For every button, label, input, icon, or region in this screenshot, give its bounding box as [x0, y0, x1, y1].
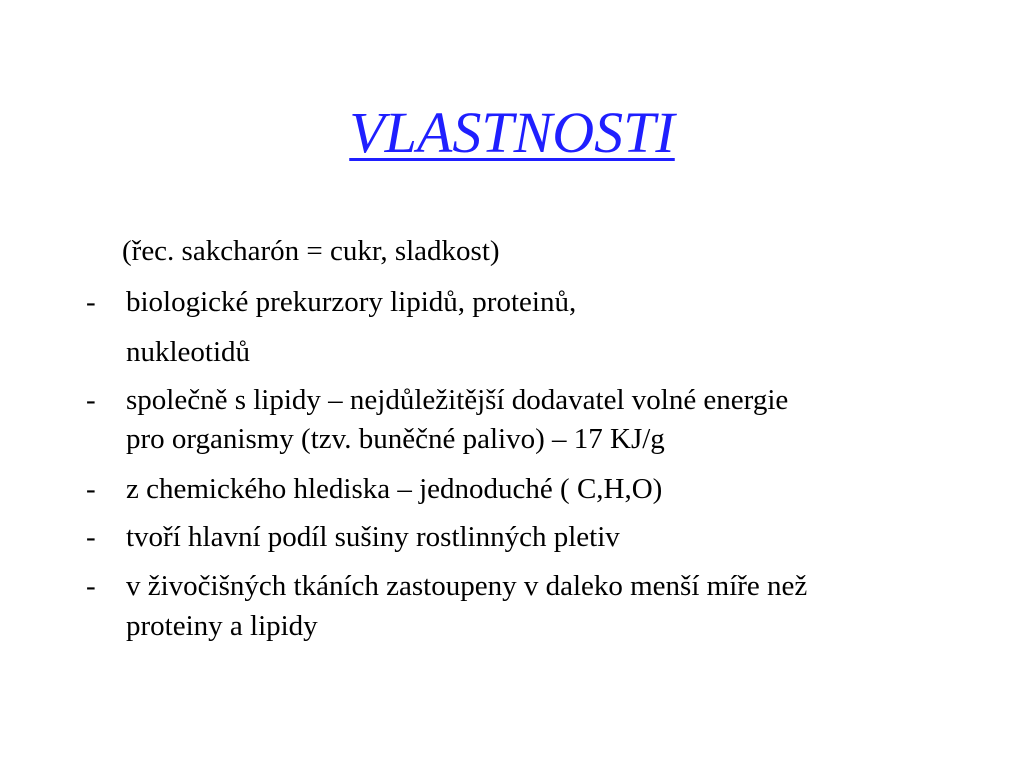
bullet-5-line-1: v živočišných tkáních zastoupeny v daleko menší míře než — [126, 570, 808, 602]
bullet-2-line-2: pro organismy (tzv. buněčné palivo) – 17 KJ/g — [126, 423, 665, 455]
slide-title: VLASTNOSTI — [349, 100, 675, 165]
bullet-marker: - — [86, 570, 96, 602]
bullet-4-line-1: tvoří hlavní podíl sušiny rostlinných pletiv — [126, 521, 620, 553]
bullet-3-line-1: z chemického hlediska – jednoduché ( C,H,O) — [126, 473, 663, 505]
intro-text: (řec. sakcharón = cukr, sladkost) — [122, 235, 500, 267]
bullet-marker: - — [86, 521, 96, 553]
bullet-marker: - — [86, 384, 96, 416]
bullet-5-line-2: proteiny a lipidy — [126, 610, 318, 642]
bullet-marker: - — [86, 286, 96, 318]
bullet-1-line-2: nukleotidů — [126, 336, 251, 368]
bullet-2-line-1: společně s lipidy – nejdůležitější dodavatel volné energie — [126, 384, 789, 416]
bullet-1-line-1: biologické prekurzory lipidů, proteinů, — [126, 286, 577, 318]
bullet-marker: - — [86, 473, 96, 505]
